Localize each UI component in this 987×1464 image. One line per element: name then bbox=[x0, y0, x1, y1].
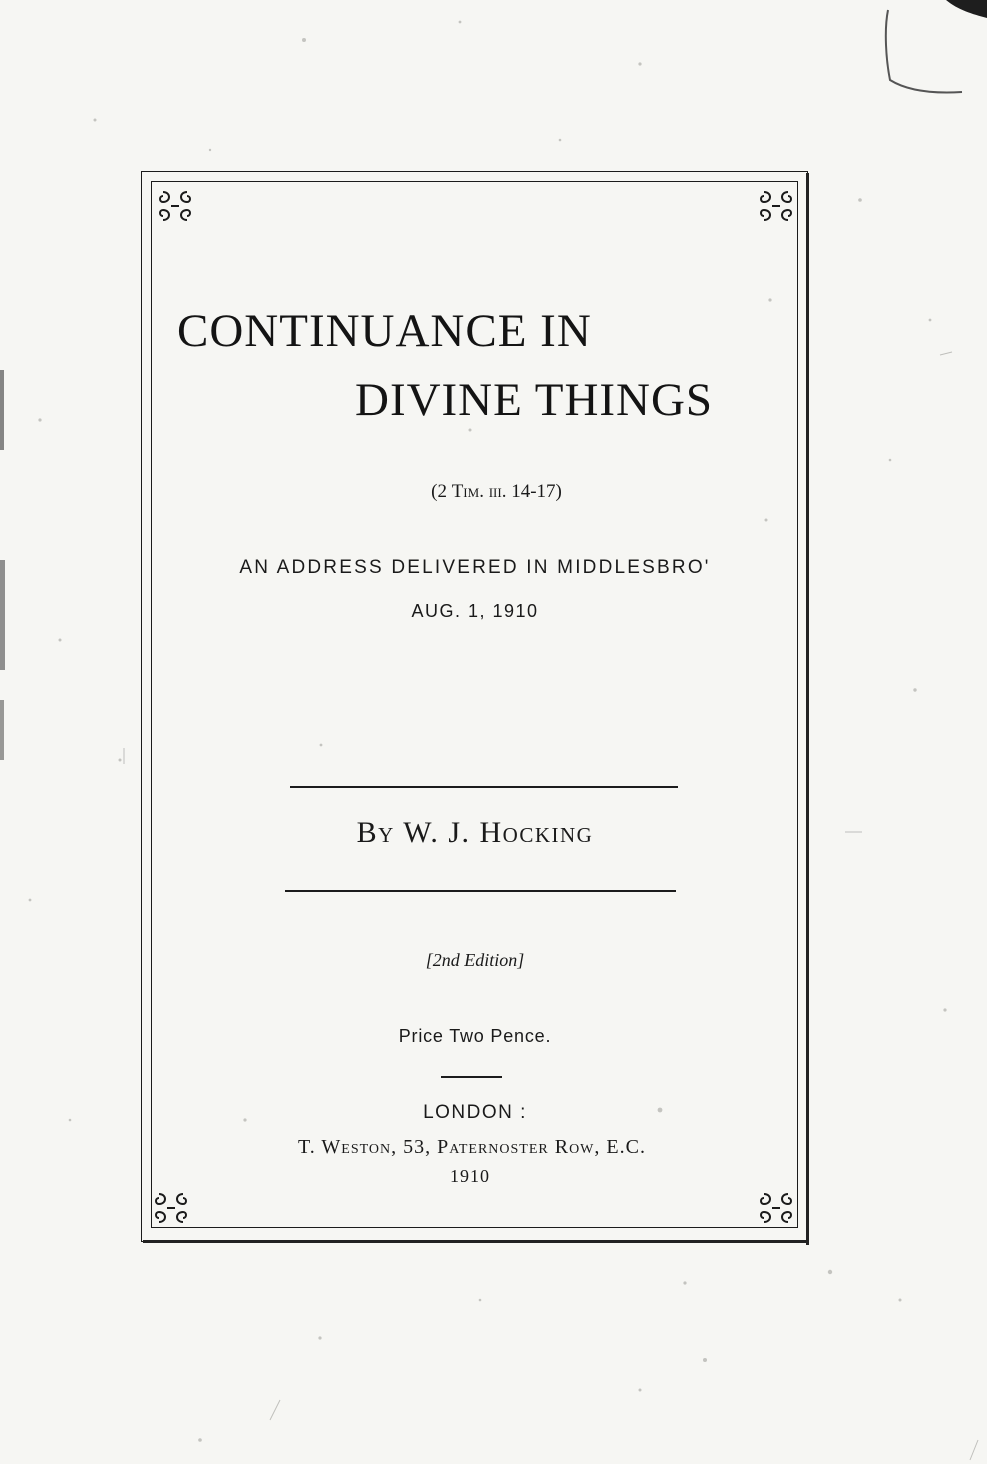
border-shadow-bottom bbox=[143, 1240, 809, 1243]
author-byline: By W. J. Hocking bbox=[356, 816, 594, 849]
fleuron-knot-icon bbox=[157, 188, 193, 224]
reference-open: (2 bbox=[431, 481, 452, 502]
imprint-publisher: T. Weston, 53, Paternoster Row, E.C. bbox=[298, 1136, 646, 1158]
scripture-reference bbox=[0, 481, 987, 503]
reference-verses: 14-17) bbox=[506, 481, 562, 502]
rule-below-byline bbox=[285, 890, 676, 892]
short-rule bbox=[441, 1076, 502, 1078]
title-line-2: DIVINE THINGS bbox=[355, 374, 714, 426]
fleuron-knot-icon bbox=[758, 1190, 794, 1226]
address-line: AN ADDRESS DELIVERED IN MIDDLESBRO' bbox=[239, 557, 711, 578]
reference-book: Tim. bbox=[451, 481, 484, 502]
edition-note: [2nd Edition] bbox=[425, 950, 525, 970]
page-corner-smudge bbox=[880, 0, 987, 100]
reference-chapter: iii. bbox=[483, 481, 507, 502]
imprint-city: LONDON : bbox=[423, 1102, 527, 1123]
fleuron-knot-icon bbox=[153, 1190, 189, 1226]
address-date: AUG. 1, 1910 bbox=[411, 601, 539, 621]
price-line: Price Two Pence. bbox=[398, 1026, 552, 1046]
fleuron-knot-icon bbox=[758, 188, 794, 224]
rule-above-byline bbox=[290, 786, 678, 788]
imprint-year: 1910 bbox=[450, 1166, 490, 1186]
title-line-1: CONTINUANCE IN bbox=[177, 305, 592, 357]
border-shadow-right bbox=[806, 173, 809, 1245]
